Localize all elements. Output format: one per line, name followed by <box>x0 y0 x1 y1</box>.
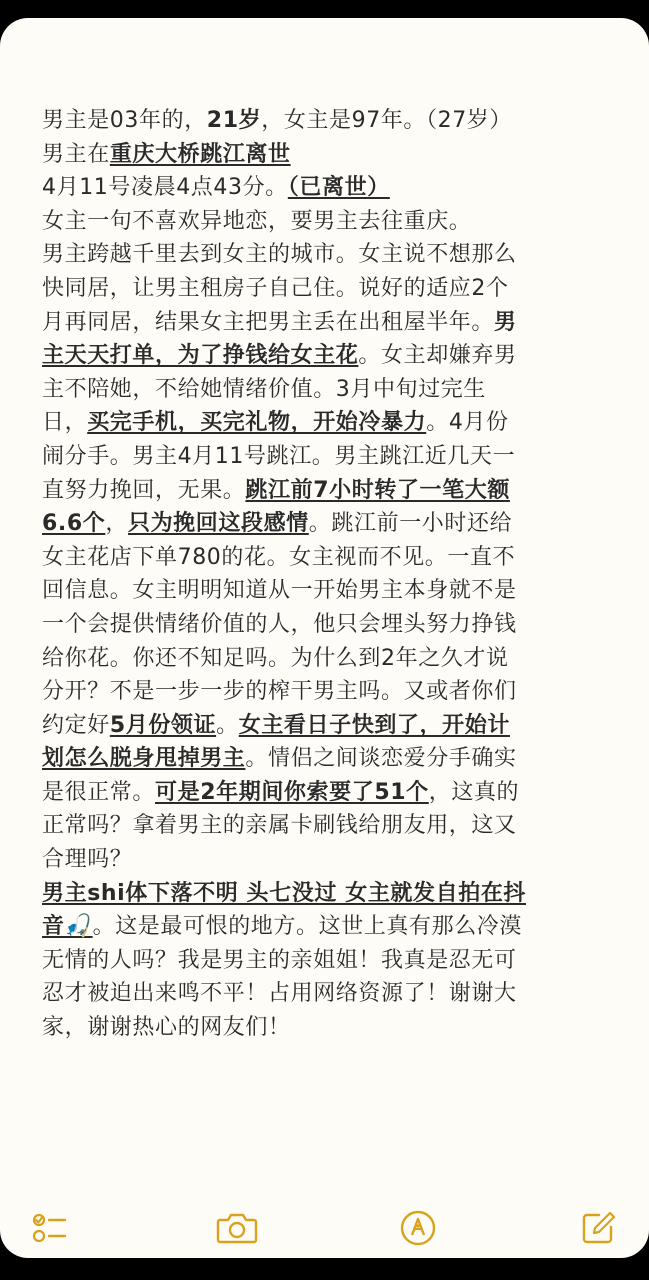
note-line <box>42 574 607 608</box>
note-emphasis-underlined: 跳江前7小时转了一笔大额 <box>245 477 510 503</box>
note-page <box>0 18 649 1258</box>
note-emphasis: 21岁 <box>206 108 262 133</box>
note-line <box>42 877 607 911</box>
note-text: 快同居，让男主租房子自己住。说好的适应2个 <box>42 275 509 301</box>
note-text: 直努力挽回，无果。 <box>42 477 246 503</box>
markup-pen-icon <box>398 1208 438 1248</box>
note-text: 闹分手。男主4月11号跳江。男主跳江近几天一 <box>42 443 516 469</box>
note-emphasis-underlined: 只为挽回这段感情 <box>127 511 309 537</box>
note-line <box>42 675 607 709</box>
note-line <box>42 910 607 944</box>
note-line <box>42 1011 607 1045</box>
note-line <box>42 171 607 205</box>
note-line <box>42 306 607 340</box>
note-emphasis-underlined: 买完手机，买完礼物，开始冷暴力 <box>87 410 427 436</box>
note-emphasis-underlined: 重庆大桥跳江离世 <box>109 141 291 167</box>
note-line <box>42 205 607 239</box>
checklist-icon <box>30 1210 70 1246</box>
note-text: 回信息。女主明明知道从一开始男主本身就不是 <box>42 578 517 604</box>
note-line <box>42 608 607 642</box>
note-line <box>42 272 607 306</box>
note-text: 约定好 <box>42 712 110 738</box>
note-line <box>42 373 607 407</box>
note-emphasis-underlined: 主天天打单，为了挣钱给女主花 <box>42 343 359 369</box>
note-text: 日， <box>42 410 88 436</box>
note-text: 。跳江前一小时还给 <box>308 511 513 537</box>
notes-toolbar <box>0 1194 649 1258</box>
note-text: 。4月份 <box>426 410 509 436</box>
note-line <box>42 944 607 978</box>
note-line <box>42 339 607 373</box>
note-text: 。情侣之间谈恋爱分手确实 <box>245 746 517 772</box>
note-text: 分开？不是一步一步的榨干男主吗。又或者你们 <box>42 679 517 705</box>
camera-button[interactable] <box>215 1208 259 1248</box>
note-text: 一个会提供情绪价值的人，他只会埋头努力挣钱 <box>42 611 517 637</box>
note-text: 男主是03年的， <box>42 108 207 133</box>
note-emphasis-underlined: 划怎么脱身甩掉男主 <box>42 746 246 772</box>
note-emphasis-underlined: 5月份领证 <box>109 712 217 738</box>
note-emphasis-underlined: 音🎣 <box>42 914 93 940</box>
note-text: 4月11号凌晨4点43分。 <box>42 175 288 201</box>
note-line <box>42 104 607 138</box>
note-text: ， <box>105 511 128 537</box>
note-line <box>42 709 607 743</box>
note-line <box>42 238 607 272</box>
note-line <box>42 541 607 575</box>
note-line <box>42 742 607 776</box>
note-text: 月再同居，结果女主把男主丢在出租屋半年。 <box>42 309 495 335</box>
note-line <box>42 138 607 172</box>
note-text: 男主跨越千里去到女主的城市。女主说不想那么 <box>42 242 517 268</box>
note-line <box>42 406 607 440</box>
note-text: 合理吗？ <box>42 847 133 873</box>
note-line <box>42 642 607 676</box>
note-emphasis-underlined: 女主看日子快到了，开始计 <box>238 712 510 738</box>
note-line <box>42 809 607 843</box>
note-line <box>42 474 607 508</box>
note-text: 给你花。你还不知足吗。为什么到2年之久才说 <box>42 645 509 671</box>
note-body[interactable] <box>42 104 607 1045</box>
note-text: 。 <box>216 712 239 738</box>
note-emphasis-underlined: 男主shi体下落不明 头七没过 女主就发自拍在抖 <box>42 880 527 906</box>
note-text: 女主花店下单780的花。女主视而不见。一直不 <box>42 544 516 570</box>
compose-button[interactable] <box>577 1208 621 1248</box>
note-text: ，女主是97年。（27岁） <box>261 108 513 133</box>
note-line <box>42 440 607 474</box>
compose-icon <box>579 1208 619 1248</box>
note-text: 。女主却嫌弃男 <box>358 343 517 369</box>
note-text: 。这是最可恨的地方。这世上真有那么冷漠 <box>92 914 522 940</box>
note-text: 家，谢谢热心的网友们！ <box>42 1015 291 1041</box>
home-indicator-area <box>0 1258 649 1280</box>
markup-button[interactable] <box>396 1208 440 1248</box>
note-line <box>42 776 607 810</box>
note-line <box>42 507 607 541</box>
note-text: 女主一句不喜欢异地恋，要男主去往重庆。 <box>42 208 472 234</box>
note-text: 正常吗？拿着男主的亲属卡刷钱给朋友用，这又 <box>42 813 517 839</box>
note-text: ，这真的 <box>428 779 520 805</box>
note-emphasis-underlined: 可是2年期间你索要了51个 <box>155 779 429 805</box>
note-text: 男主在 <box>42 141 110 167</box>
note-line <box>42 843 607 877</box>
note-text: 无情的人吗？我是男主的亲姐姐！我真是忍无可 <box>42 947 517 973</box>
note-text: 是很正常。 <box>42 779 156 805</box>
note-text: 主不陪她，不给她情绪价值。3月中旬过完生 <box>42 376 486 402</box>
note-line <box>42 977 607 1011</box>
camera-icon <box>215 1210 259 1246</box>
note-emphasis: 男 <box>494 309 517 335</box>
note-emphasis-underlined: （已离世） <box>287 175 390 201</box>
note-emphasis-underlined: 6.6个 <box>42 511 106 537</box>
checklist-button[interactable] <box>28 1208 72 1248</box>
note-text: 忍才被迫出来鸣不平！占用网络资源了！谢谢大 <box>42 981 517 1007</box>
